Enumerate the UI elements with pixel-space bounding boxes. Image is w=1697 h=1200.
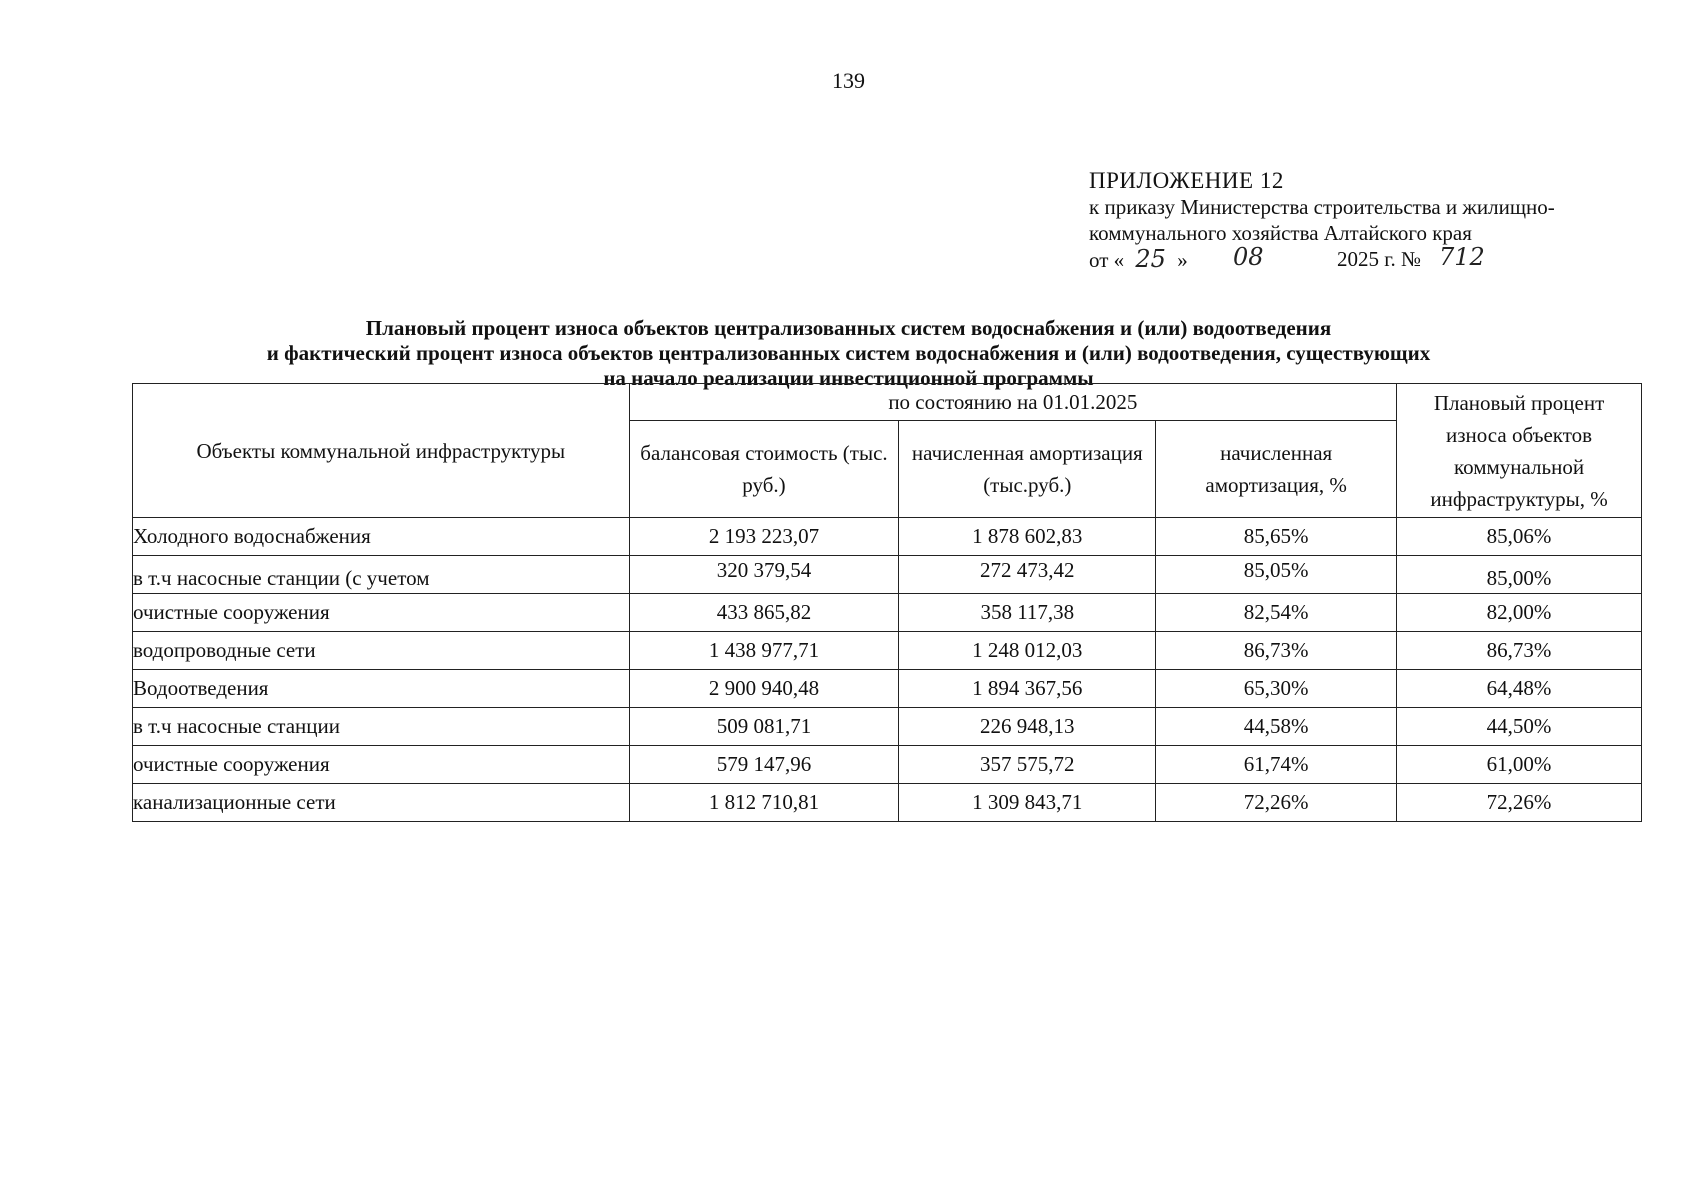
row-plan-percent: 44,50% (1397, 708, 1642, 746)
document-title (0, 316, 1697, 391)
row-amortization-percent: 44,58% (1156, 708, 1397, 746)
row-name: очистные сооружения (133, 594, 630, 632)
row-plan-percent: 61,00% (1397, 746, 1642, 784)
row-name: в т.ч насосные станции (с учетом (133, 556, 630, 594)
row-name: Водоотведения (133, 670, 630, 708)
row-amortization-percent: 65,30% (1156, 670, 1397, 708)
row-plan-percent: 64,48% (1397, 670, 1642, 708)
row-amortization: 1 309 843,71 (899, 784, 1156, 822)
row-amortization: 357 575,72 (899, 746, 1156, 784)
page-number: 139 (832, 68, 865, 93)
row-amortization-percent: 86,73% (1156, 632, 1397, 670)
header-balance: балансовая стоимость (тыс. руб.) (629, 421, 899, 518)
appendix-line-2: коммунального хозяйства Алтайского края (1089, 221, 1472, 245)
row-balance: 1 438 977,71 (629, 632, 899, 670)
table-row (133, 670, 1642, 708)
row-name: в т.ч насосные станции (133, 708, 630, 746)
row-balance: 1 812 710,81 (629, 784, 899, 822)
title-line-2: и фактический процент износа объектов централизованных систем водоснабжения и (или) водоотведения, существующих (266, 341, 1431, 365)
appendix-line-1: к приказу Министерства строительства и жилищно- (1089, 195, 1555, 219)
row-plan-percent: 86,73% (1397, 632, 1642, 670)
header-group-date: по состоянию на 01.01.2025 (629, 384, 1396, 421)
depreciation-table (132, 383, 1642, 822)
title-line-1: Плановый процент износа объектов централизованных систем водоснабжения и (или) водоотведения (365, 316, 1332, 340)
header-amortization: начисленная амортизация (тыс.руб.) (899, 421, 1156, 518)
row-amortization: 226 948,13 (899, 708, 1156, 746)
header-row-1 (133, 384, 1642, 421)
appendix-date-line (1089, 243, 1555, 273)
date-prefix: от « (1089, 248, 1125, 272)
row-balance: 433 865,82 (629, 594, 899, 632)
table-row (133, 784, 1642, 822)
row-amortization: 358 117,38 (899, 594, 1156, 632)
row-balance: 2 193 223,07 (629, 518, 899, 556)
date-month-handwritten: 08 (1233, 243, 1264, 271)
date-close: » (1177, 248, 1188, 272)
row-plan-percent: 85,00% (1397, 556, 1642, 594)
row-plan-percent: 72,26% (1397, 784, 1642, 822)
order-number-handwritten: 712 (1439, 243, 1485, 271)
row-name: канализационные сети (133, 784, 630, 822)
date-year: 2025 г. № (1337, 247, 1422, 271)
row-balance: 509 081,71 (629, 708, 899, 746)
row-name: очистные сооружения (133, 746, 630, 784)
row-amortization-percent: 61,74% (1156, 746, 1397, 784)
table-row (133, 708, 1642, 746)
header-plan-percent: Плановый процент износа объектов коммунальной инфраструктуры, % (1397, 384, 1642, 518)
table-row (133, 518, 1642, 556)
row-balance: 579 147,96 (629, 746, 899, 784)
title-line-3: на начало реализации инвестиционной программы (603, 366, 1094, 390)
row-amortization-percent: 85,65% (1156, 518, 1397, 556)
table-row (133, 746, 1642, 784)
header-objects: Объекты коммунальной инфраструктуры (133, 384, 630, 518)
row-amortization: 272 473,42 (899, 556, 1156, 594)
date-day-handwritten: 25 (1135, 245, 1166, 273)
table-row (133, 632, 1642, 670)
appendix-title: ПРИЛОЖЕНИЕ 12 (1089, 168, 1284, 193)
row-name: Холодного водоснабжения (133, 518, 630, 556)
row-balance: 2 900 940,48 (629, 670, 899, 708)
row-amortization: 1 248 012,03 (899, 632, 1156, 670)
row-balance: 320 379,54 (629, 556, 899, 594)
row-amortization-percent: 82,54% (1156, 594, 1397, 632)
row-amortization-percent: 85,05% (1156, 556, 1397, 594)
table-row (133, 556, 1642, 594)
header-amortization-percent: начисленная амортизация, % (1156, 421, 1397, 518)
row-amortization: 1 894 367,56 (899, 670, 1156, 708)
row-name: водопроводные сети (133, 632, 630, 670)
row-amortization: 1 878 602,83 (899, 518, 1156, 556)
row-plan-percent: 85,06% (1397, 518, 1642, 556)
row-plan-percent: 82,00% (1397, 594, 1642, 632)
table-row (133, 594, 1642, 632)
appendix-block (1089, 168, 1555, 272)
row-amortization-percent: 72,26% (1156, 784, 1397, 822)
